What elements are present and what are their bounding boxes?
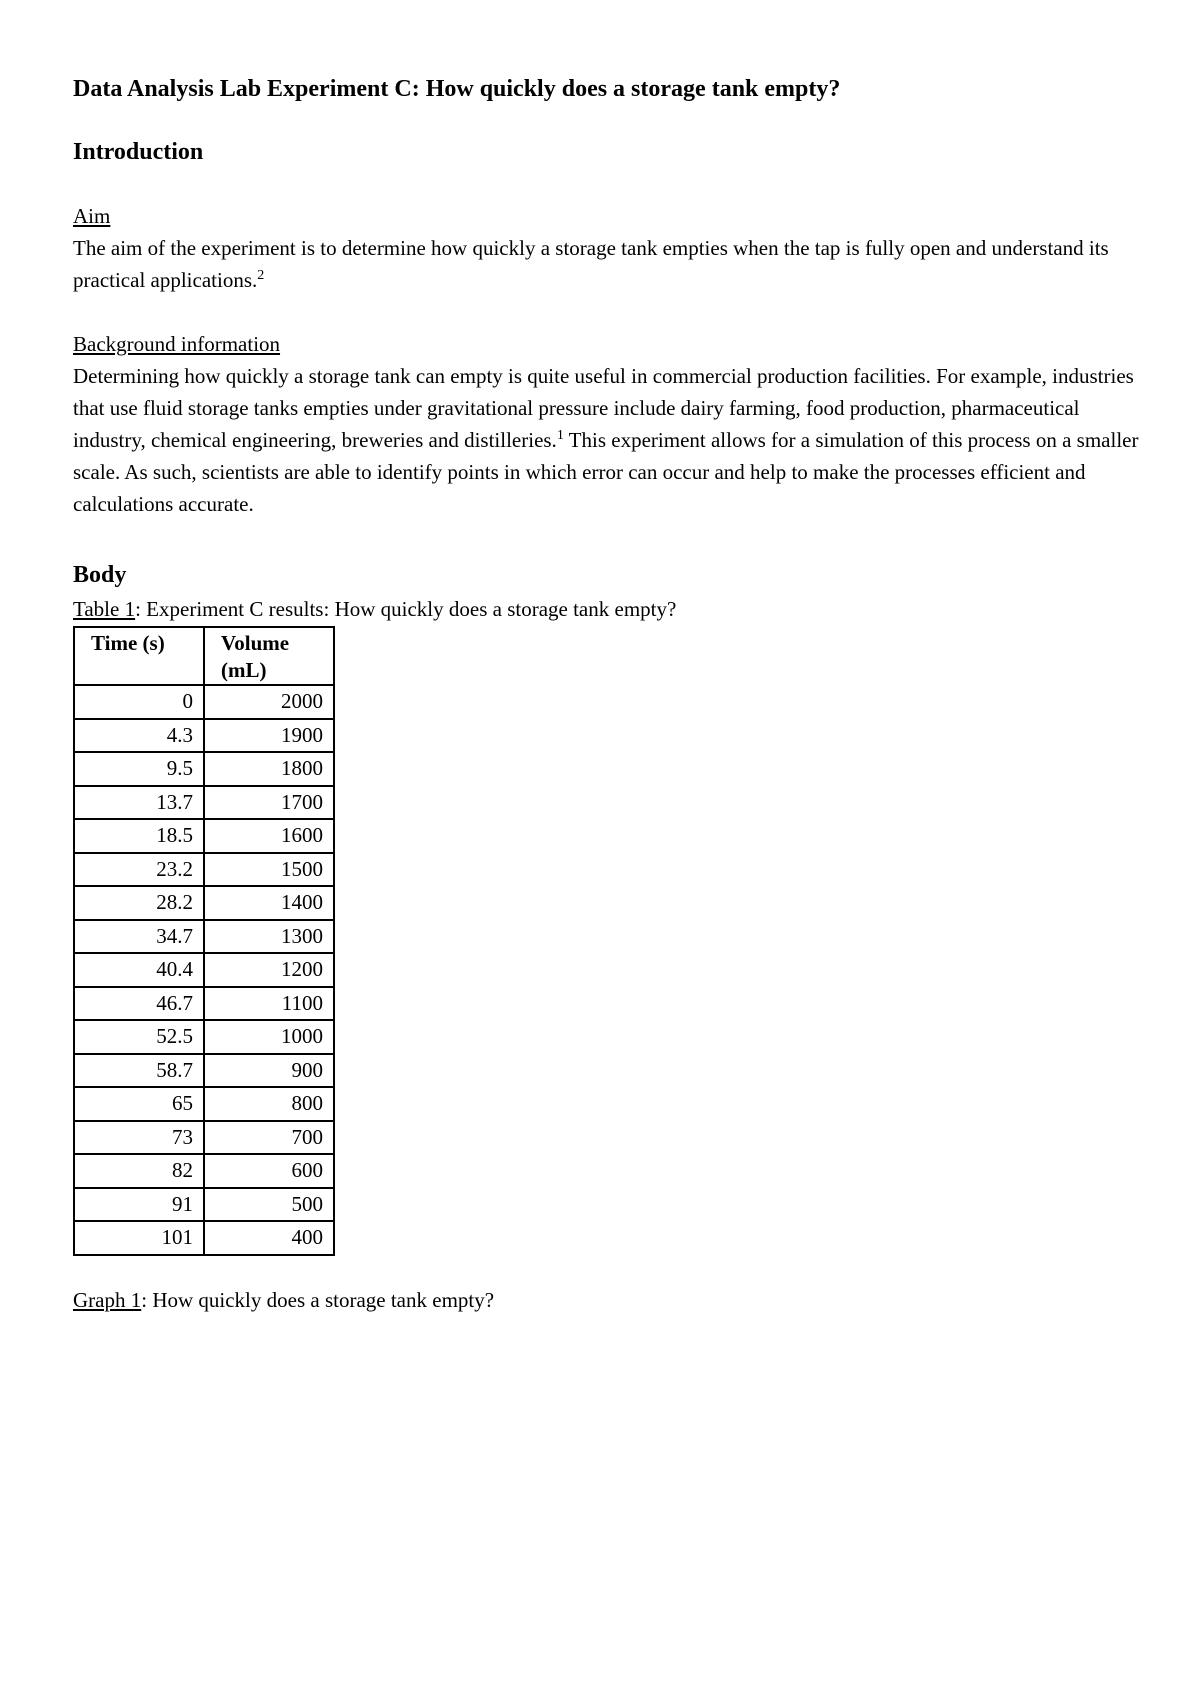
volume-cell: 1600 (204, 819, 334, 853)
time-cell: 65 (74, 1087, 204, 1121)
volume-cell: 1900 (204, 719, 334, 753)
time-cell: 4.3 (74, 719, 204, 753)
table-row (74, 1121, 334, 1155)
volume-cell: 500 (204, 1188, 334, 1222)
time-cell: 0 (74, 685, 204, 719)
volume-cell: 600 (204, 1154, 334, 1188)
table-row (74, 987, 334, 1021)
time-cell: 28.2 (74, 886, 204, 920)
time-column-header: Time (s) (74, 627, 204, 685)
table-row (74, 685, 334, 719)
aim-label: Aim (73, 204, 111, 228)
table-row (74, 1221, 334, 1255)
introduction-heading: Introduction (73, 139, 204, 165)
table-row (74, 1054, 334, 1088)
time-cell: 13.7 (74, 786, 204, 820)
graph-caption-text: : How quickly does a storage tank empty? (141, 1287, 495, 1312)
volume-cell: 800 (204, 1087, 334, 1121)
volume-column-header: Volume (mL) (204, 627, 334, 685)
volume-cell: 2000 (204, 685, 334, 719)
background-reference: 1 (556, 428, 564, 443)
time-cell: 91 (74, 1188, 204, 1222)
volume-cell: 1400 (204, 886, 334, 920)
document-content (73, 74, 1143, 1315)
results-table (73, 626, 335, 1256)
volume-cell: 1100 (204, 987, 334, 1021)
table-header-row (74, 627, 334, 685)
table-caption (73, 594, 1143, 624)
volume-cell: 1200 (204, 953, 334, 987)
aim-paragraph (73, 232, 1143, 296)
time-cell: 9.5 (74, 752, 204, 786)
time-cell: 34.7 (74, 920, 204, 954)
table-row (74, 886, 334, 920)
aim-text: The aim of the experiment is to determine how quickly a storage tank empties when the tap is fully open and understand its practical applications. (73, 236, 1109, 292)
background-text-part2: This experiment allows for a simulation of this process on a smaller scale. As such, scientists are able to identify points in which error can occur and help to make the processes efficient and calculations accurate. (73, 428, 1139, 516)
time-cell: 73 (74, 1121, 204, 1155)
table-row (74, 853, 334, 887)
time-cell: 40.4 (74, 953, 204, 987)
table-row (74, 786, 334, 820)
table-row (74, 1087, 334, 1121)
graph-caption (73, 1285, 1143, 1315)
table-caption-label: Table 1 (73, 597, 136, 621)
aim-reference: 2 (257, 268, 265, 283)
time-cell: 23.2 (74, 853, 204, 887)
volume-cell: 1500 (204, 853, 334, 887)
time-cell: 82 (74, 1154, 204, 1188)
time-cell: 46.7 (74, 987, 204, 1021)
time-cell: 58.7 (74, 1054, 204, 1088)
table-row (74, 1154, 334, 1188)
volume-cell: 900 (204, 1054, 334, 1088)
table-row (74, 819, 334, 853)
volume-cell: 700 (204, 1121, 334, 1155)
background-paragraph (73, 360, 1143, 520)
table-row (74, 953, 334, 987)
table-row (74, 1020, 334, 1054)
table-row (74, 920, 334, 954)
results-table-body (74, 685, 334, 1255)
time-cell: 52.5 (74, 1020, 204, 1054)
volume-cell: 1300 (204, 920, 334, 954)
time-cell: 101 (74, 1221, 204, 1255)
time-cell: 18.5 (74, 819, 204, 853)
volume-cell: 1800 (204, 752, 334, 786)
table-row (74, 719, 334, 753)
body-heading: Body (73, 562, 127, 588)
table-row (74, 1188, 334, 1222)
volume-cell: 400 (204, 1221, 334, 1255)
background-text-part1: Determining how quickly a storage tank can empty is quite useful in commercial production facilities. For example, industries that use fluid storage tanks empties under gravitational pressure include dairy farming, food production, pharmaceutical industry, chemical engineering, breweries and distilleries. (73, 364, 1134, 452)
table-caption-text: : Experiment C results: How quickly does a storage tank empty? (135, 597, 677, 621)
graph-caption-label: Graph 1 (73, 1287, 142, 1312)
document-title: Data Analysis Lab Experiment C: How quickly does a storage tank empty? (73, 76, 841, 102)
volume-cell: 1700 (204, 786, 334, 820)
table-row (74, 752, 334, 786)
volume-cell: 1000 (204, 1020, 334, 1054)
background-label: Background information (73, 332, 281, 356)
